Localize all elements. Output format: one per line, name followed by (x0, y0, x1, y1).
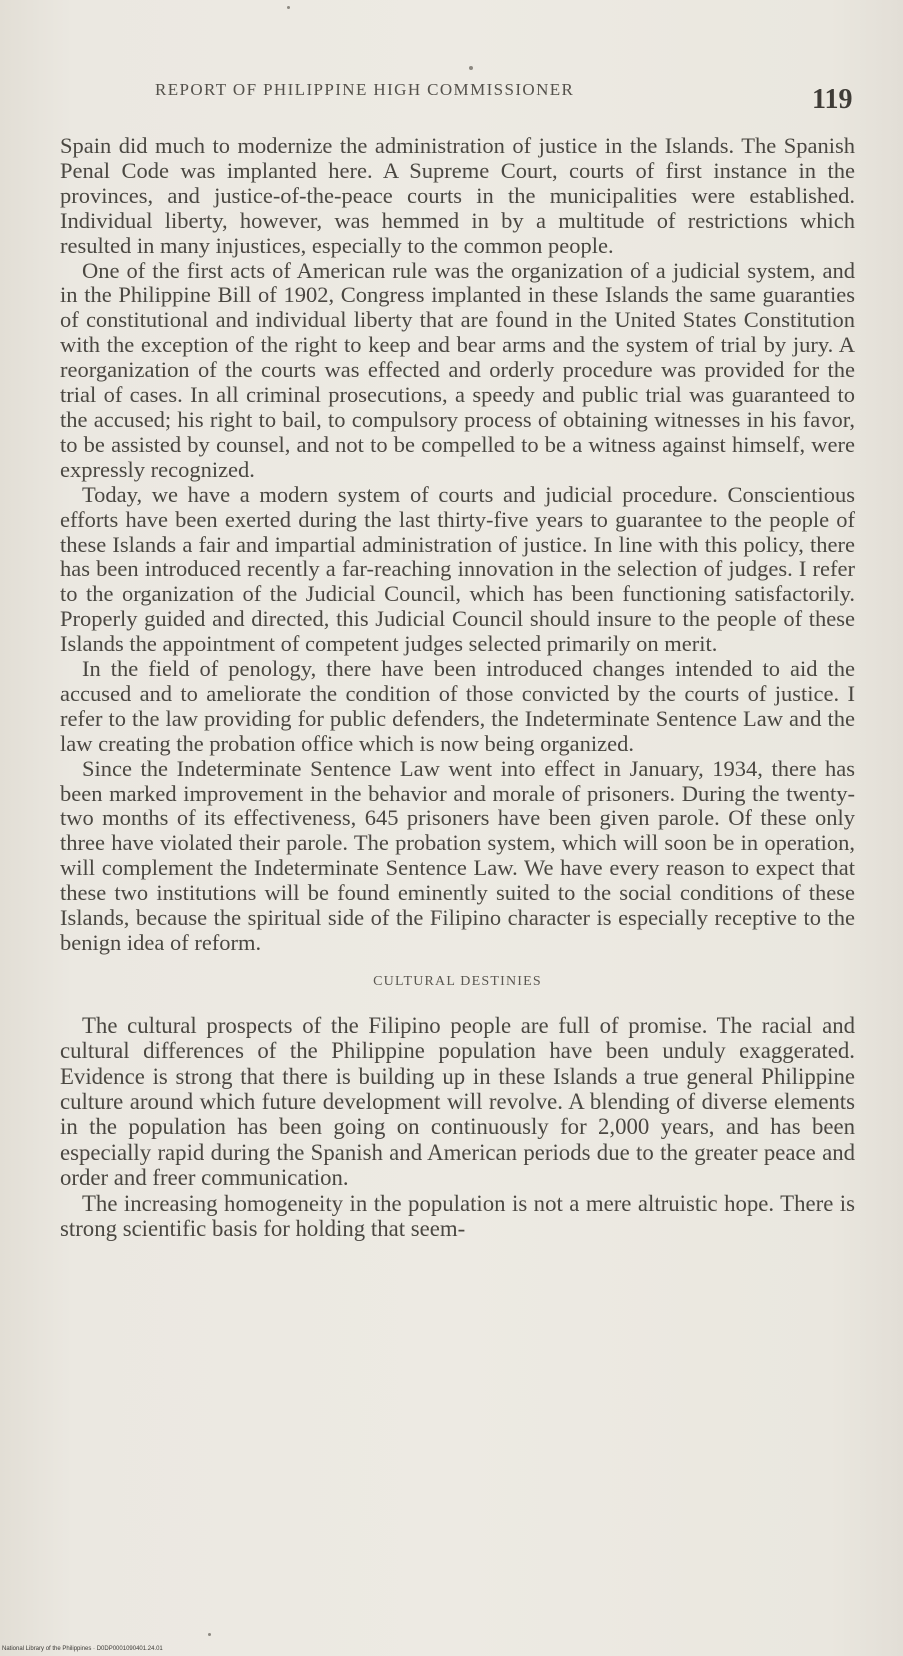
paragraph: Since the Indeterminate Sentence Law went into effect in January, 1934, there has been marked improvement in the behavior and morale of prisoners. During the twenty-two months of its effectiveness, 645 prisoners have been given parole. Of these only three have violated their parole. The probation system, which will soon be in operation, will complement the Indeterminate Sentence Law. We have every reason to expect that these two institutions will be found eminently suited to the social conditions of these Islands, because the spiritual side of the Filipino character is especially receptive to the benign idea of reform. (60, 755, 855, 955)
paper-speck (287, 6, 290, 9)
paragraph: In the field of penology, there have been introduced changes intended to aid the accused and to ameliorate the condition of those convicted by the courts of justice. I refer to the law providing for public defenders, the Indeterminate Sentence Law and the law creating the probation office which is now being organized. (60, 656, 855, 756)
paragraph: The increasing homogeneity in the population is not a mere altruistic hope. There is strong scientific basis for holding that seem- (60, 1190, 855, 1242)
section-heading: CULTURAL DESTINIES (373, 973, 542, 989)
scan-credit: National Library of the Philippines · D0DP0001090401.24.01 (2, 1646, 163, 1652)
paragraph: Today, we have a modern system of courts and judicial procedure. Conscientious efforts have been exerted during the last thirty-five years to guarantee to the people of these Islands a fair and impartial administration of justice. In line with this policy, there has been introduced recently a far-reaching innovation in the selection of judges. I refer to the organization of the Judicial Council, which has been functioning satisfactorily. Properly guided and directed, this Judicial Council should insure to the people of these Islands the appointment of competent judges selected primarily on merit. (60, 481, 855, 657)
paragraph: The cultural prospects of the Filipino people are full of promise. The racial and cultural differences of the Philippine population have been unduly exaggerated. Evidence is strong that there is building up in these Islands a true general Philippine culture around which future development will revolve. A blending of diverse elements in the population has been going on continuously for 2,000 years, and has been especially rapid during the Spanish and American periods due to the greater peace and order and freer communication. (60, 1012, 855, 1191)
running-head: REPORT OF PHILIPPINE HIGH COMMISSIONER (155, 80, 575, 99)
body-text (60, 134, 855, 1241)
paper-speck (469, 66, 473, 70)
page-number: 119 (812, 84, 853, 115)
cultural-section (60, 1013, 855, 1242)
paragraph: One of the first acts of American rule was the organization of a judicial system, and in the Philippine Bill of 1902, Congress implanted in these Islands the same guaranties of constitutional and individual liberty that are found in the United States Constitution with the exception of the right to keep and bear arms and the system of trial by jury. A reorganization of the courts was effected and orderly procedure was provided for the trial of cases. In all criminal prosecutions, a speedy and public trial was guaranteed to the accused; his right to bail, to compulsory process of obtaining witnesses in his favor, to be assisted by counsel, and not to be compelled to be a witness against himself, were expressly recognized. (60, 257, 855, 482)
paragraph: Spain did much to modernize the administration of justice in the Islands. The Spanish Penal Code was implanted here. A Supreme Court, courts of first instance in the provinces, and justice-of-the-peace courts in the municipalities were established. Individual liberty, however, was hemmed in by a multitude of restrictions which resulted in many injustices, especially to the common people. (60, 133, 855, 258)
paper-speck (208, 1633, 211, 1636)
